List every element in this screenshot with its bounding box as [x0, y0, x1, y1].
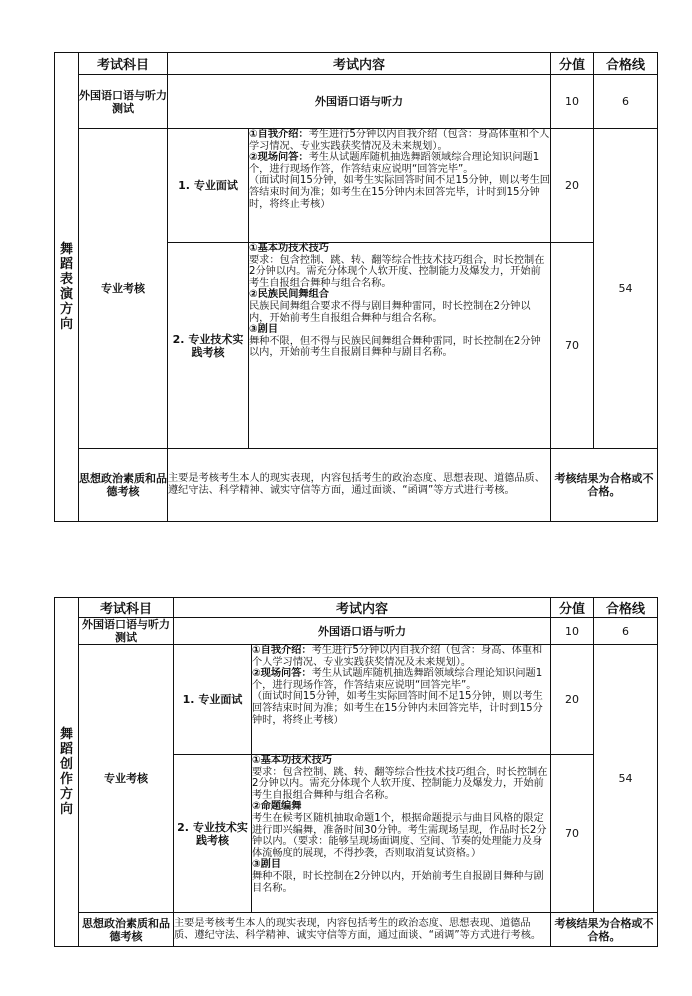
pass-ideology: 考核结果为合格或不合格。 [551, 913, 658, 947]
content-foreign: 外国语口语与听力 [168, 75, 551, 129]
subject-foreign: 外国语口语与听力测试 [79, 618, 174, 645]
practice-item: ①基本功技术技巧 要求：包含控制、跳、转、翻等综合性技术技巧组合，时长控制在2分钟以内。需充分体现个人软开度、控制能力及爆发力，开始前考生自报组合舞种与组合名称。 [252, 755, 548, 801]
header-subject: 考试科目 [79, 53, 168, 75]
interview-content [249, 129, 551, 243]
interview-item: ①自我介绍：考生进行5分钟以内自我介绍（包含：身高、体重和个人学习情况、专业实践获奖情况及未来规划）。 [252, 645, 543, 668]
score-practice: 70 [551, 755, 594, 913]
header-pass: 合格线 [594, 53, 658, 75]
direction-cell: 舞 蹈 创 作 方 向 [55, 598, 79, 947]
interview-item: ①自我介绍：考生进行5分钟以内自我介绍（包含：身高体重和个人学习情况、专业实践获奖情况及未来规划）。 [249, 129, 550, 152]
score-foreign: 10 [551, 75, 594, 129]
pass-professional: 54 [594, 645, 658, 913]
exam-table-creation [54, 597, 658, 947]
practice-content [249, 243, 551, 449]
exam-table-performance [54, 52, 658, 522]
score-interview: 20 [551, 129, 594, 243]
subject-ideology: 思想政治素质和品德考核 [79, 913, 174, 947]
content-ideology: 主要是考核考生本人的现实表现，内容包括考生的政治态度、思想表现、道德品质、遵纪守法、科学精神、诚实守信等方面，通过面谈、“函调”等方式进行考核。 [174, 913, 551, 947]
interview-name: 1. 专业面试 [168, 129, 249, 243]
pass-foreign: 6 [594, 618, 658, 645]
score-interview: 20 [551, 645, 594, 755]
score-practice: 70 [551, 243, 594, 449]
direction-cell: 舞 蹈 表 演 方 向 [55, 53, 79, 522]
interview-content [252, 645, 551, 755]
practice-item: ②命题编舞 考生在候考区随机抽取命题1个，根据命题提示与曲目风格的限定进行即兴编舞，准备时间30分钟。考生需现场呈现，作品时长2分钟以内。（要求：能够呈现场面调度、空间、节奏的处理能力及身体流畅度的展现，不得抄袭，否则取消复试资格。） [252, 801, 547, 859]
content-ideology: 主要是考核考生本人的现实表现，内容包括考生的政治态度、思想表现、道德品质、遵纪守法、科学精神、诚实守信等方面，通过面谈、“函调”等方式进行考核。 [168, 449, 551, 522]
header-pass: 合格线 [594, 598, 658, 618]
header-content: 考试内容 [168, 53, 551, 75]
content-foreign: 外国语口语与听力 [174, 618, 551, 645]
header-score: 分值 [551, 53, 594, 75]
header-score: 分值 [551, 598, 594, 618]
interview-note: （面试时间15分钟，如考生实际回答时间不足15分钟，则以考生回答结束时间为准；如考生在15分钟内未回答完毕，计时到15分钟时，将终止考核） [249, 175, 550, 210]
practice-item: ②民族民间舞组合 民族民间舞组合要求不得与剧目舞种雷同，时长控制在2分钟以内，开始前考生自报组合舞种与组合名称。 [249, 289, 531, 324]
interview-item: ②现场问答：考生从试题库随机抽选舞蹈领域综合理论知识问题1个，进行现场作答，作答结束应说明“回答完毕”。 [249, 152, 540, 175]
practice-name: 2. 专业技术实践考核 [174, 755, 252, 913]
pass-ideology: 考核结果为合格或不合格。 [551, 449, 658, 522]
interview-item: ②现场问答：考生从试题库随机抽选舞蹈领域综合理论知识问题1个，进行现场作答，作答结束应说明“回答完毕”。 [252, 668, 543, 691]
subject-professional: 专业考核 [79, 645, 174, 913]
subject-professional: 专业考核 [79, 129, 168, 449]
header-content: 考试内容 [174, 598, 551, 618]
interview-note: （面试时间15分钟，如考生实际回答时间不足15分钟，则以考生回答结束时间为准；如考生在15分钟内未回答完毕，计时到15分钟时，将终止考核） [252, 691, 543, 726]
practice-item: ③剧目 舞种不限，但不得与民族民间舞组合舞种雷同，时长控制在2分钟以内，开始前考生自报剧目舞种与剧目名称。 [249, 324, 541, 359]
practice-content [252, 755, 551, 913]
practice-item: ③剧目 舞种不限，时长控制在2分钟以内，开始前考生自报剧目舞种与剧目名称。 [252, 859, 544, 894]
score-foreign: 10 [551, 618, 594, 645]
subject-foreign: 外国语口语与听力测试 [79, 75, 168, 129]
subject-ideology: 思想政治素质和品德考核 [79, 449, 168, 522]
header-subject: 考试科目 [79, 598, 174, 618]
pass-foreign: 6 [594, 75, 658, 129]
interview-name: 1. 专业面试 [174, 645, 252, 755]
pass-professional: 54 [594, 129, 658, 449]
practice-name: 2. 专业技术实践考核 [168, 243, 249, 449]
practice-item: ①基本功技术技巧 要求：包含控制、跳、转、翻等综合性技术技巧组合，时长控制在2分钟以内。需充分体现个人软开度、控制能力及爆发力，开始前考生自报组合舞种与组合名称。 [249, 243, 545, 289]
